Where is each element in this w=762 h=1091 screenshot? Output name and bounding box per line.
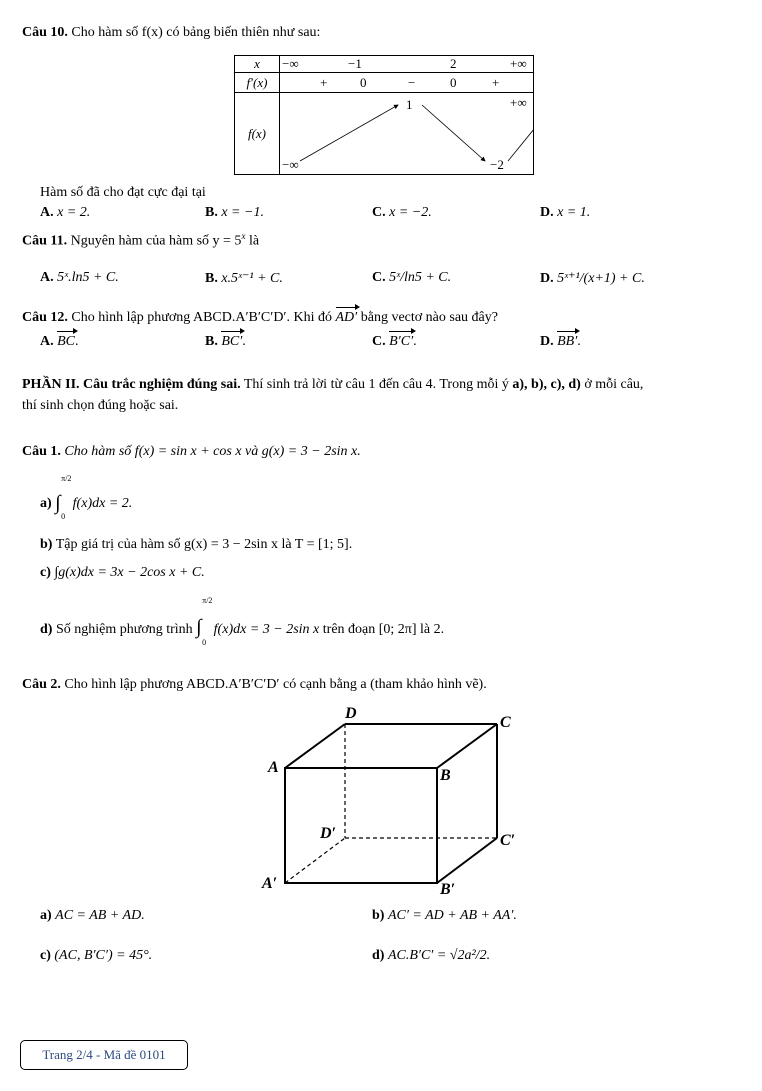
vt-fprime-zero2: 0 xyxy=(450,75,457,90)
vt-fprime-minus: − xyxy=(408,75,416,90)
vt-x-neg-inf: −∞ xyxy=(282,56,299,71)
q11-option-d: D. 5ˣ⁺¹/(x+1) + C. xyxy=(540,271,645,286)
c1-a: a) π/2 ∫ 0 f(x)dx = 2. xyxy=(40,474,133,521)
c1-c: c) ∫g(x)dx = 3x − 2cos x + C. xyxy=(40,565,205,580)
vt-fprime-label: f′(x) xyxy=(235,73,280,93)
vt-x-pos-inf: +∞ xyxy=(510,56,527,71)
cube-figure xyxy=(250,700,530,900)
q12-option-c: C. B′C′. xyxy=(372,334,417,349)
q10-option-d: D. x = 1. xyxy=(540,205,591,220)
q12-vector: AD′ xyxy=(335,310,358,325)
c2-b: b) AC′ = AD + AB + AA′. xyxy=(372,908,517,923)
part2-heading: PHẦN II. Câu trắc nghiệm đúng sai. Thí sinh trả lời từ câu 1 đến câu 4. Trong mỗi ý a), b), c), d) ở mỗi câu, xyxy=(22,377,644,392)
vertex-A-prime: A′ xyxy=(262,875,278,892)
vt-f-min: −2 xyxy=(490,157,504,172)
vt-x-2: 2 xyxy=(450,56,457,71)
vt-f-neg-inf: −∞ xyxy=(282,157,299,172)
q11-option-a: A. 5ˣ.ln5 + C. xyxy=(40,270,119,285)
q10-option-b: B. x = −1. xyxy=(205,205,264,220)
q11-option-b: B. x.5ˣ⁻¹ + C. xyxy=(205,271,283,286)
vt-x-minus1: −1 xyxy=(348,56,362,71)
vt-arrows xyxy=(280,93,533,175)
vertex-D-prime: D′ xyxy=(320,825,337,842)
q10-question: Hàm số đã cho đạt cực đại tại xyxy=(40,185,206,200)
vertex-D: D xyxy=(345,705,357,722)
q10-stem xyxy=(22,25,320,41)
c2-d: d) AC.B′C′ = √2a²/2. xyxy=(372,948,491,963)
q10-text: Cho hàm số f(x) có bảng biến thiên như sau: xyxy=(71,25,321,40)
q12-stem: Câu 12. Cho hình lập phương ABCD.A′B′C′D′. Khi đó AD′ bằng vectơ nào sau đây? xyxy=(22,310,498,325)
c2-c: c) (AC, B′C′) = 45°. xyxy=(40,948,153,963)
vertex-C-prime: C′ xyxy=(500,832,516,849)
vt-fprime-zero1: 0 xyxy=(360,75,367,90)
c2-stem: Câu 2. Cho hình lập phương ABCD.A′B′C′D′ có cạnh bằng a (tham khảo hình vẽ). xyxy=(22,677,487,692)
vertex-B: B xyxy=(440,767,451,784)
vt-f-label: f(x) xyxy=(235,93,280,175)
vertex-C: C xyxy=(500,714,511,731)
q11-stem: Câu 11. Nguyên hàm của hàm số $y = 5^x$ là xyxy=(22,231,260,249)
c1-d: d) Số nghiệm phương trình π/2 ∫ 0 f(x)dx = 3 − 2sin x trên đoạn [0; 2π] là 2. xyxy=(40,596,445,647)
vt-fprime-plus2: + xyxy=(492,75,500,90)
variation-table xyxy=(234,55,534,175)
vertex-A: A xyxy=(268,759,279,776)
part2-line2: thí sinh chọn đúng hoặc sai. xyxy=(22,398,179,413)
vt-fprime-plus1: + xyxy=(320,75,328,90)
c1-stem: Câu 1. Cho hàm số f(x) = sin x + cos x và g(x) = 3 − 2sin x. xyxy=(22,444,361,459)
c2-a: a) AC = AB + AD. xyxy=(40,908,145,923)
vt-x-label: x xyxy=(235,56,280,73)
q10-label: Câu 10. xyxy=(22,25,68,40)
vt-f-pos-inf: +∞ xyxy=(510,95,527,110)
q12-option-a: A. BC. xyxy=(40,334,79,349)
vertex-B-prime: B′ xyxy=(440,881,456,898)
c1-b: b) Tập giá trị của hàm số g(x) = 3 − 2sin x là T = [1; 5]. xyxy=(40,537,353,552)
q10-option-c: C. x = −2. xyxy=(372,205,432,220)
q11-option-c: C. 5ˣ/ln5 + C. xyxy=(372,270,452,285)
q12-option-b: B. BC′. xyxy=(205,334,246,349)
vt-f-max: 1 xyxy=(406,97,413,112)
q12-option-d: D. BB′. xyxy=(540,334,581,349)
page-footer: Trang 2/4 - Mã đề 0101 xyxy=(20,1040,188,1070)
q10-option-a: A. x = 2. xyxy=(40,205,91,220)
